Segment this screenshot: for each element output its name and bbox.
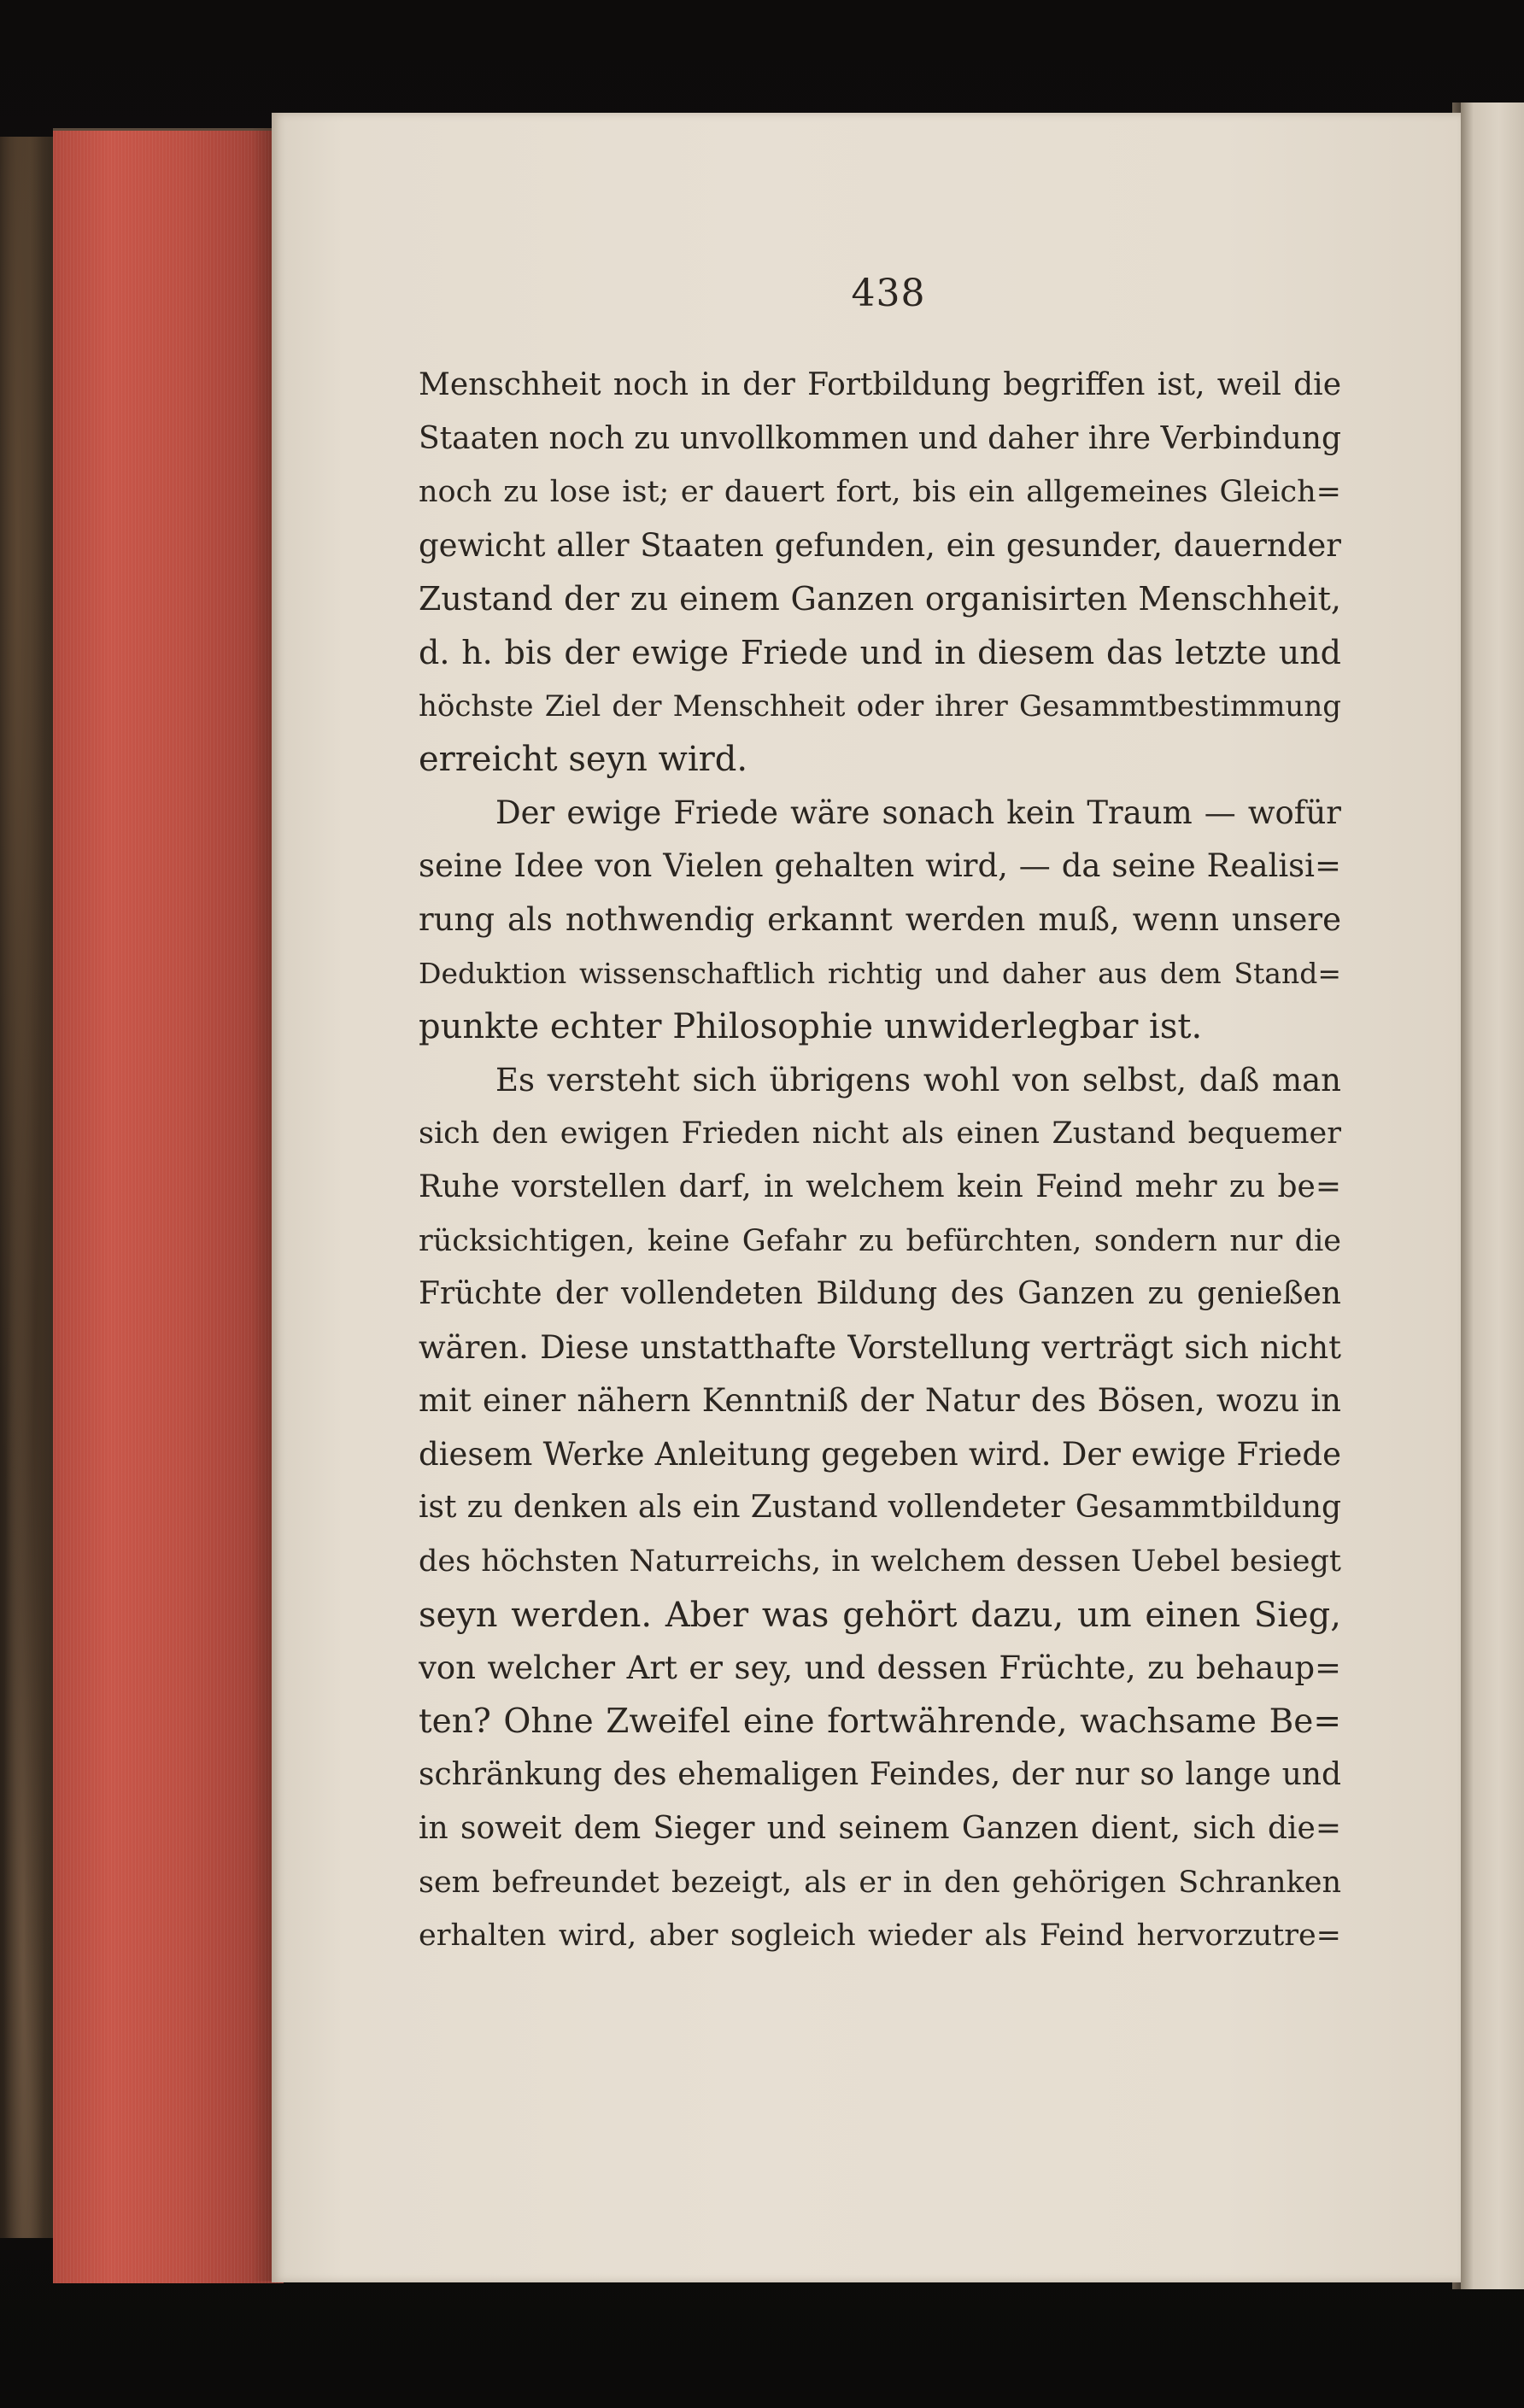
text-line: gewicht aller Staaten gefunden, ein gesunder, dauernder — [419, 526, 1341, 564]
text-line: mit einer nähern Kenntniß der Natur des Bösen, wozu in — [419, 1382, 1341, 1420]
facing-page — [1461, 103, 1524, 2289]
text-line: Es versteht sich übrigens wohl von selbst, daß man — [495, 1061, 1341, 1099]
text-line: seyn werden. Aber was gehört dazu, um einen Sieg, — [419, 1595, 1341, 1635]
book-cover-board — [0, 137, 60, 2238]
text-line: Zustand der zu einem Ganzen organisirten Menschheit, — [419, 580, 1341, 618]
text-line: ist zu denken als ein Zustand vollendeter Gesammtbildung — [419, 1490, 1341, 1526]
text-line: punkte echter Philosophie unwiderlegbar ist. — [419, 1007, 1203, 1047]
text-line: schränkung des ehemaligen Feindes, der nur so lange und — [419, 1757, 1341, 1793]
text-line: seine Idee von Vielen gehalten wird, — da seine Realisi= — [419, 847, 1341, 885]
text-line: ten? Ohne Zweifel eine fortwährende, wachsame Be= — [419, 1702, 1341, 1741]
text-line: erreicht seyn wird. — [419, 740, 748, 780]
page-text — [419, 359, 1341, 1963]
text-line: in soweit dem Sieger und seinem Ganzen dient, sich die= — [419, 1811, 1341, 1847]
text-line: Ruhe vorstellen darf, in welchem kein Feind mehr zu be= — [419, 1169, 1341, 1204]
text-line: von welcher Art er sey, und dessen Früchte, zu behaup= — [419, 1649, 1341, 1687]
text-line: erhalten wird, aber sogleich wieder als Feind hervorzutre= — [419, 1919, 1341, 1954]
text-line: d. h. bis der ewige Friede und in diesem das letzte und — [419, 633, 1341, 671]
text-line: sem befreundet bezeigt, als er in den gehörigen Schranken — [419, 1865, 1341, 1900]
text-line: wären. Diese unstatthafte Vorstellung verträgt sich nicht — [419, 1328, 1341, 1366]
text-line: Der ewige Friede wäre sonach kein Traum — wofür — [495, 794, 1341, 831]
text-line: höchste Ziel der Menschheit oder ihrer Gesammtbestimmung — [419, 688, 1341, 724]
page-number: 438 — [851, 272, 926, 315]
text-line: Staaten noch zu unvollkommen und daher ihre Verbindung — [419, 420, 1341, 456]
text-line: Deduktion wissenschaftlich richtig und daher aus dem Stand= — [419, 956, 1341, 990]
text-line: noch zu lose ist; er dauert fort, bis ein allgemeines Gleich= — [419, 475, 1341, 510]
text-line: Früchte der vollendeten Bildung des Ganzen zu genießen — [419, 1276, 1341, 1312]
text-line: sich den ewigen Frieden nicht als einen Zustand bequemer — [419, 1116, 1341, 1151]
text-line: rung als nothwendig erkannt werden muß, wenn unsere — [419, 900, 1341, 938]
text-line: rücksichtigen, keine Gefahr zu befürchten, sondern nur die — [419, 1223, 1341, 1258]
page-edges — [53, 128, 284, 2283]
text-line: diesem Werke Anleitung gegeben wird. Der ewige Friede — [419, 1435, 1341, 1473]
text-line: Menschheit noch in der Fortbildung begriffen ist, weil die — [419, 367, 1341, 402]
text-line: des höchsten Naturreichs, in welchem dessen Uebel besiegt — [419, 1544, 1341, 1579]
